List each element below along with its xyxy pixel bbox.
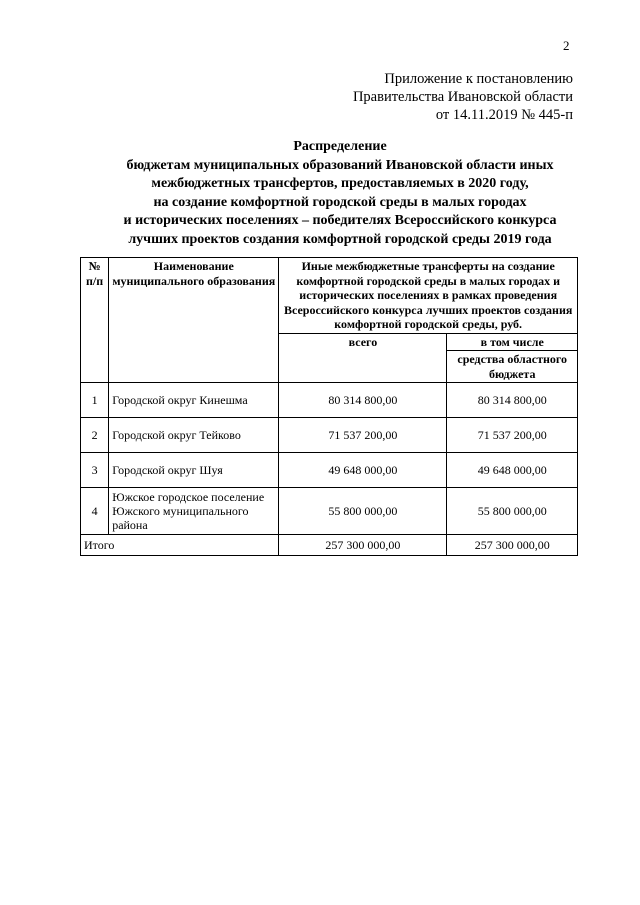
title-line: и исторических поселениях – победителях Всероссийского конкурса [123, 213, 557, 228]
total-sum: 257 300 000,00 [279, 535, 447, 556]
table-row [81, 383, 578, 418]
header-name: Наименование муниципального образования [109, 258, 279, 383]
appendix-line: Приложение к постановлению [384, 71, 573, 87]
row-num: 4 [81, 488, 109, 535]
row-total: 80 314 800,00 [279, 383, 447, 418]
appendix-line: Правительства Ивановской области [352, 89, 573, 105]
total-regional: 257 300 000,00 [447, 535, 578, 556]
appendix-reference [353, 70, 573, 124]
row-name: Южское городское поселение Южского муниципального района [109, 488, 279, 535]
header-transfers: Иные межбюджетные трансферты на создание комфортной городской среды в малых городах и исторических поселениях в рамках проведения Всероссийского конкурса лучших проектов создания комфортной городской среды, руб. [279, 258, 578, 334]
distribution-table [80, 257, 578, 556]
title-line: Распределение [293, 139, 387, 154]
header-num: № п/п [81, 258, 109, 383]
row-name: Городской округ Шуя [109, 453, 279, 488]
appendix-line: от 14.11.2019 № 445-п [435, 107, 573, 123]
title-line: лучших проектов создания комфортной городской среды 2019 года [128, 231, 552, 247]
table-row [81, 418, 578, 453]
row-total: 55 800 000,00 [279, 488, 447, 535]
row-num: 2 [81, 418, 109, 453]
page-number: 2 [563, 38, 570, 53]
table-total-row [81, 535, 578, 556]
table-row [81, 453, 578, 488]
row-total: 71 537 200,00 [279, 418, 447, 453]
total-label: Итого [81, 535, 279, 556]
row-regional: 49 648 000,00 [447, 453, 578, 488]
row-regional: 55 800 000,00 [447, 488, 578, 535]
row-name: Городской округ Кинешма [109, 383, 279, 418]
title-line: бюджетам муниципальных образований Ивановской области иных [126, 157, 554, 173]
header-total: всего [279, 333, 447, 383]
row-regional: 80 314 800,00 [447, 383, 578, 418]
title-line: межбюджетных трансфертов, предоставляемых в 2020 году, [151, 176, 529, 191]
header-including: в том числе [447, 333, 578, 351]
row-total: 49 648 000,00 [279, 453, 447, 488]
header-regional: средства областного бюджета [447, 351, 578, 383]
row-regional: 71 537 200,00 [447, 418, 578, 453]
table-header-row [81, 258, 578, 334]
row-num: 1 [81, 383, 109, 418]
row-num: 3 [81, 453, 109, 488]
title-line: на создание комфортной городской среды в малых городах [153, 194, 527, 210]
table-row [81, 488, 578, 535]
document-title [60, 138, 620, 249]
row-name: Городской округ Тейково [109, 418, 279, 453]
